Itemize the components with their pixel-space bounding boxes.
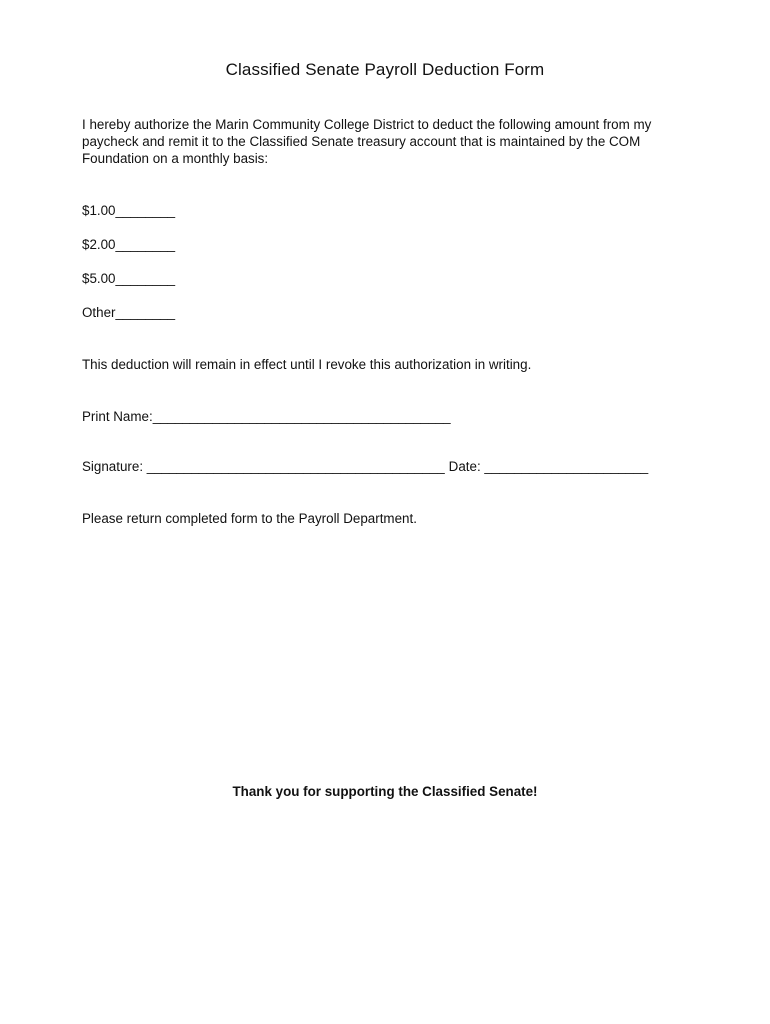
date-line: Date: ______________________ bbox=[448, 459, 649, 474]
revoke-statement: This deduction will remain in effect until I revoke this authorization in writing. bbox=[82, 357, 532, 372]
signature-date-row bbox=[82, 458, 648, 475]
amount-option-5: $5.00________ bbox=[82, 271, 176, 286]
form-title: Classified Senate Payroll Deduction Form bbox=[225, 60, 545, 79]
amount-option-2: $2.00________ bbox=[82, 237, 176, 252]
thank-you-message: Thank you for supporting the Classified Senate! bbox=[232, 784, 538, 799]
signature-line: Signature: ________________________________________ bbox=[82, 459, 445, 474]
amount-option-other: Other________ bbox=[82, 305, 176, 320]
amount-option-1: $1.00________ bbox=[82, 203, 176, 218]
return-instruction: Please return completed form to the Payroll Department. bbox=[82, 511, 417, 526]
authorization-paragraph: I hereby authorize the Marin Community College District to deduct the following amount from my paycheck and remit it to the Classified Senate treasury account that is maintained by the COM Foundation on a monthly basis: bbox=[82, 117, 652, 166]
print-name-line: Print Name:________________________________________ bbox=[82, 409, 451, 424]
